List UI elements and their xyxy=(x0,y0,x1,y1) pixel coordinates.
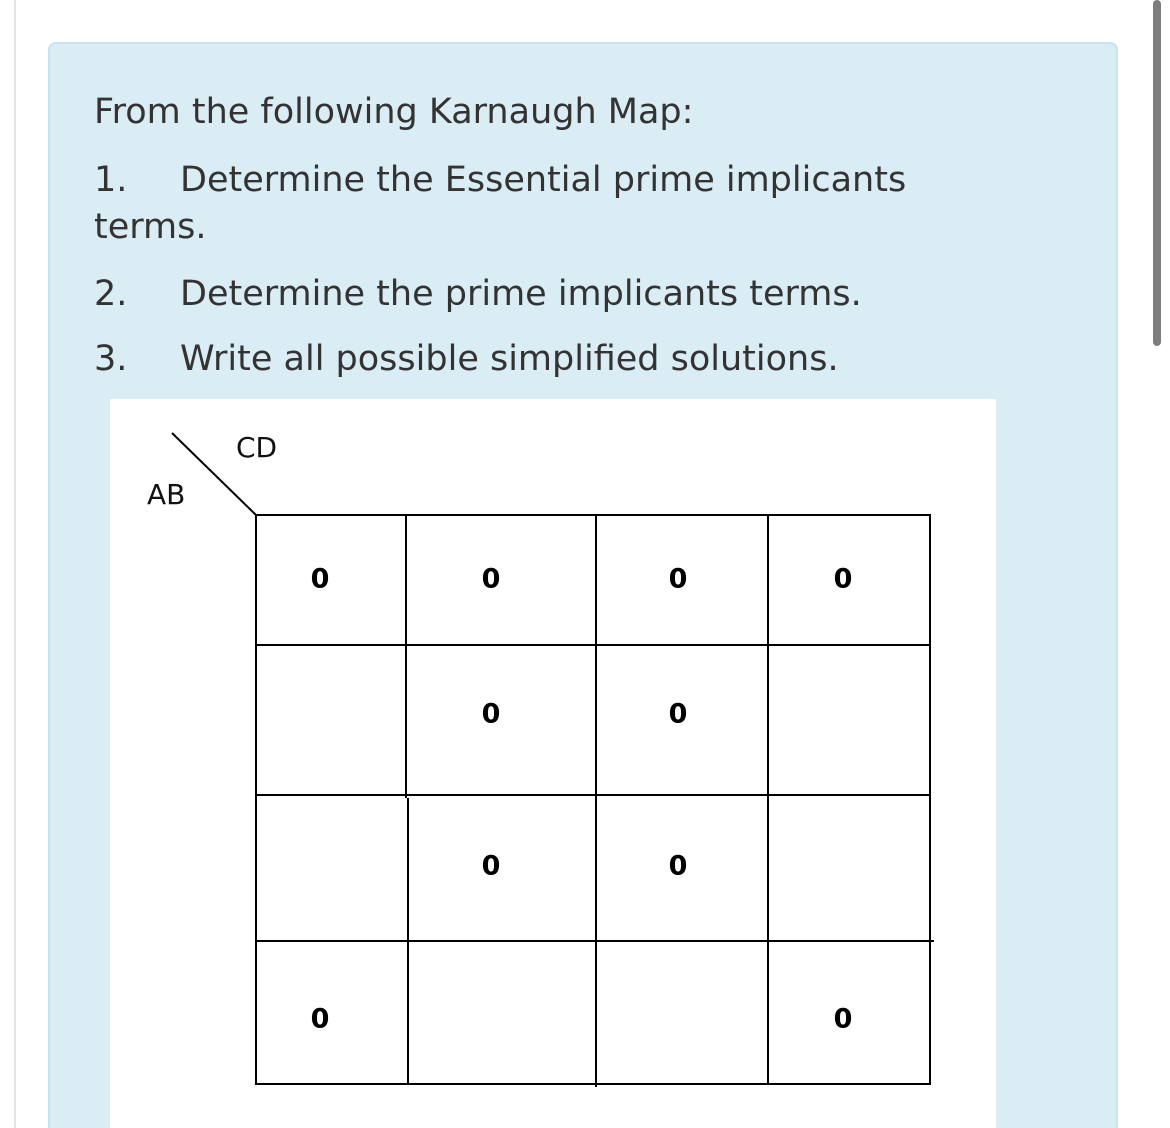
kmap-cell-r1-c1: 0 xyxy=(310,563,330,595)
item-text-2: Determine the prime implicants terms. xyxy=(180,274,862,314)
kmap-cell-r3-c3: 0 xyxy=(668,850,688,882)
item-number-3: 3. xyxy=(94,339,128,379)
left-divider xyxy=(14,0,16,1128)
item-number-1: 1. xyxy=(94,160,128,200)
item-text-1: Determine the Essential prime implicants xyxy=(180,160,907,200)
item-text-1-continuation: terms. xyxy=(94,207,207,247)
kmap-grid xyxy=(256,515,934,1087)
item-text-3: Write all possible simplified solutions. xyxy=(180,339,839,379)
scrollbar-thumb[interactable] xyxy=(1153,0,1161,346)
kmap-cell-r4-c4: 0 xyxy=(833,1003,853,1035)
kmap-column-variable-label: CD xyxy=(236,431,278,464)
kmap-cell-r1-c3: 0 xyxy=(668,563,688,595)
kmap-cell-r2-c3: 0 xyxy=(668,698,688,730)
kmap-cells xyxy=(311,564,853,1035)
kmap-cell-r4-c1: 0 xyxy=(310,1003,330,1035)
kmap-cell-r1-c2: 0 xyxy=(481,563,501,595)
kmap-grid-border xyxy=(256,515,930,1084)
kmap-cell-r2-c2: 0 xyxy=(481,698,501,730)
kmap-cell-r1-c4: 0 xyxy=(833,563,853,595)
item-number-2: 2. xyxy=(94,274,128,314)
kmap-cell-r3-c2: 0 xyxy=(481,850,501,882)
karnaugh-map-figure xyxy=(110,399,996,1128)
karnaugh-map-svg xyxy=(110,399,996,1128)
question-intro: From the following Karnaugh Map: xyxy=(94,92,694,132)
kmap-row-variable-label: AB xyxy=(147,478,186,511)
